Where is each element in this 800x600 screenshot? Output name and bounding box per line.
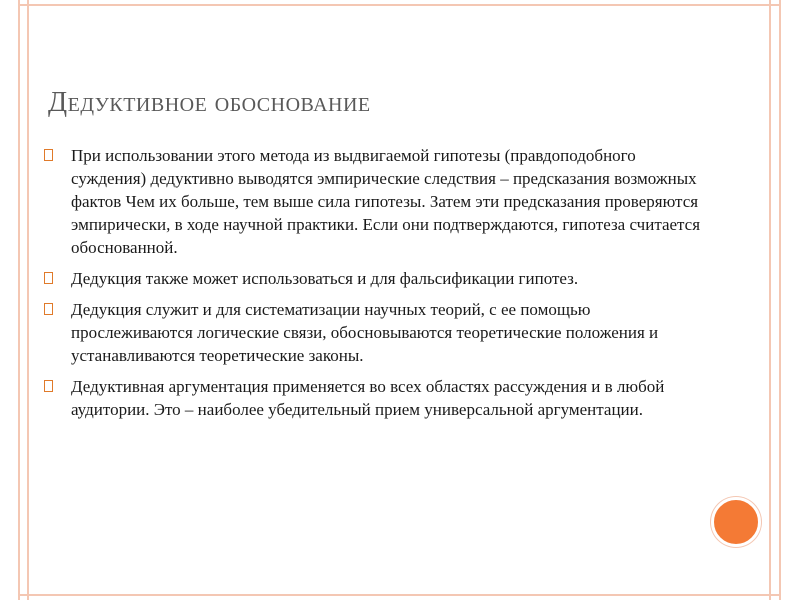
frame-line-bottom	[18, 594, 781, 596]
frame-line-top	[18, 4, 781, 6]
bullet-text: Дедукция служит и для систематизации научных теорий, с ее помощью прослеживаются логические связи, обосновываются теоретические положения и устанавливаются теоретические законы.	[71, 300, 659, 365]
square-bullet-icon	[44, 149, 53, 161]
bullet-item	[44, 144, 704, 259]
square-bullet-icon	[44, 380, 53, 392]
bullet-item	[44, 298, 704, 367]
bullet-text: Дедуктивная аргументация применяется во всех областях рассуждения и в любой аудитории. Это – наиболее убедительный прием универсальной аргументации.	[71, 377, 665, 419]
frame-line-right-inner	[769, 0, 771, 600]
bullet-list	[44, 144, 704, 421]
square-bullet-icon	[44, 303, 53, 315]
bullet-item	[44, 267, 704, 290]
square-bullet-icon	[44, 272, 53, 284]
bullet-text: При использовании этого метода из выдвигаемой гипотезы (правдоподобного суждения) дедуктивно выводятся эмпирические следствия – предсказания возможных фактов Чем их больше, тем выше сила гипотезы. Затем эти предсказания проверяются эмпирически, в ходе научной практики. Если они подтверждаются, гипотеза считается обоснованной.	[71, 146, 701, 257]
frame-line-left-outer	[18, 0, 20, 600]
orange-circle-icon	[711, 497, 761, 547]
bullet-text: Дедукция также может использоваться и для фальсификации гипотез.	[71, 269, 579, 288]
frame-line-left-inner	[27, 0, 29, 600]
slide-title: Дедуктивное обоснование	[48, 87, 371, 118]
bullet-item	[44, 375, 704, 421]
frame-line-right-outer	[779, 0, 781, 600]
slide-content	[44, 144, 704, 429]
